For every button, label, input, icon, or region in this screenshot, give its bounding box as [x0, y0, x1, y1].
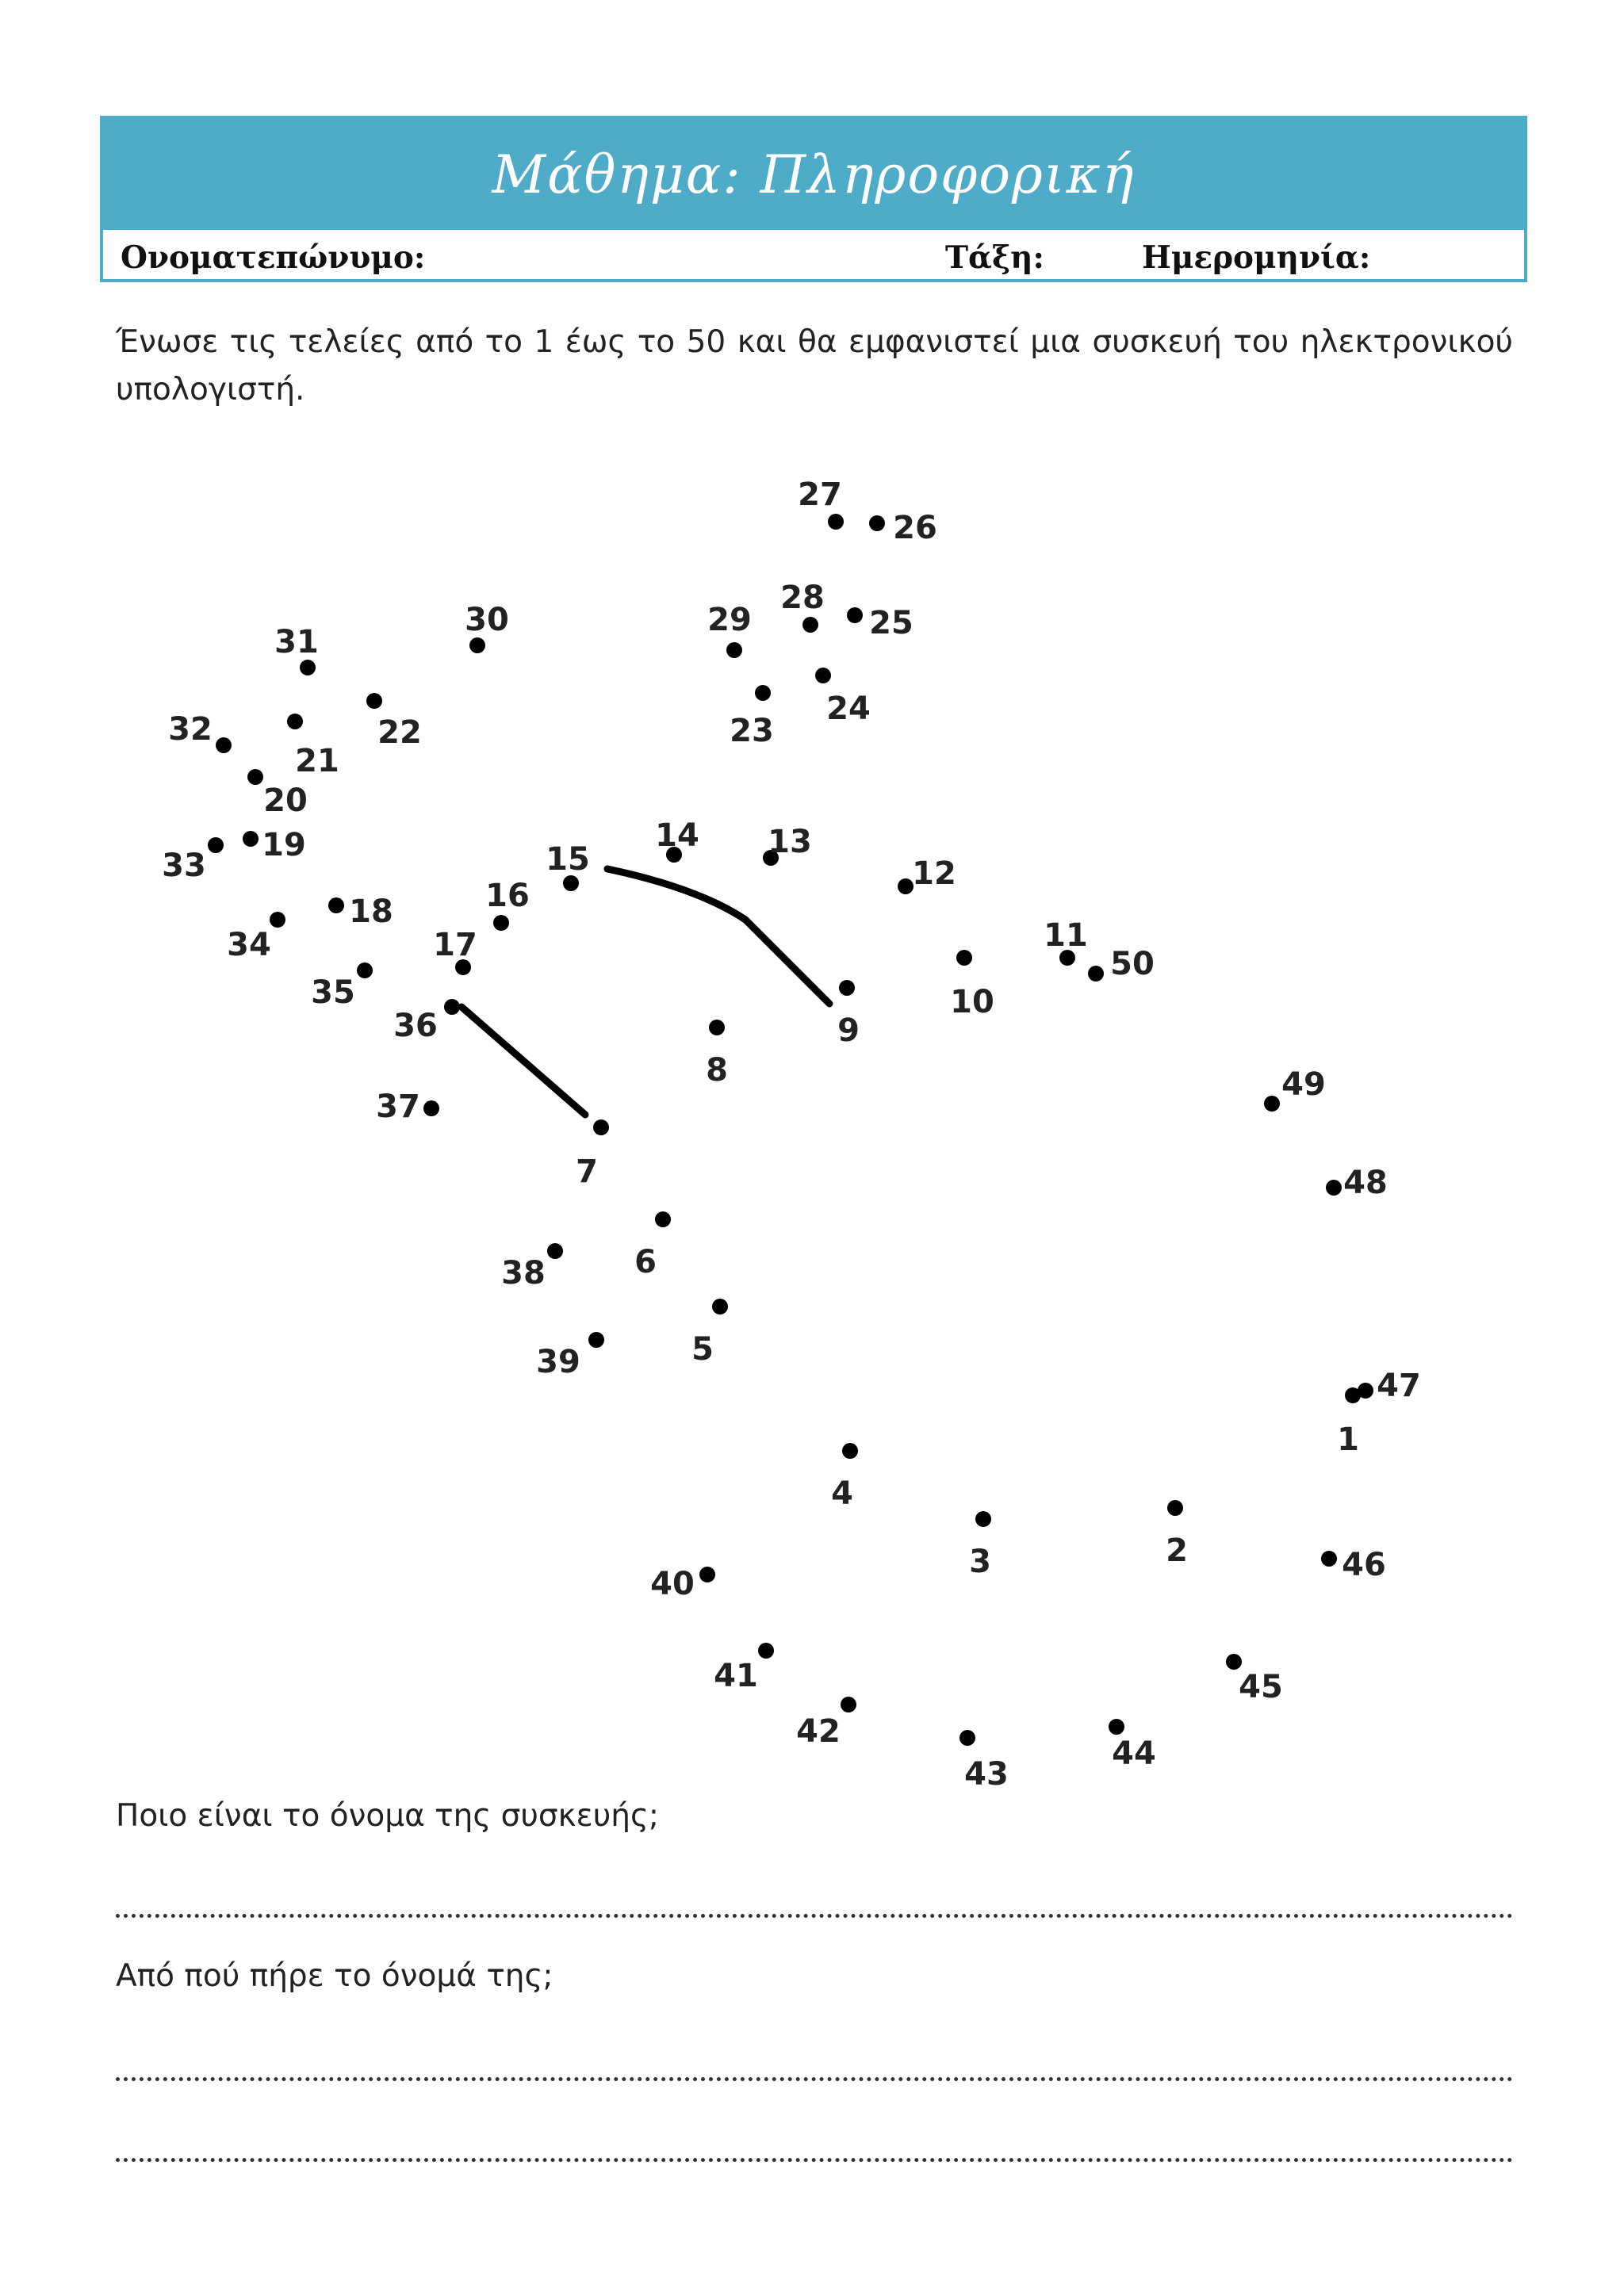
dot-marker	[755, 685, 771, 701]
name-label: Ονοματεπώνυμο:	[121, 239, 426, 276]
dot-label: 25	[869, 605, 914, 641]
dot-marker	[1326, 1180, 1342, 1196]
dot-15	[546, 841, 590, 891]
dot-31	[274, 624, 319, 675]
dot-label: 26	[893, 510, 937, 546]
dot-marker	[444, 999, 460, 1015]
dot-label: 41	[714, 1658, 758, 1694]
question-name-origin: Από πού πήρε το όνομά της;	[116, 1958, 553, 1994]
dot-48	[1326, 1165, 1388, 1201]
dot-50	[1088, 946, 1155, 982]
dot-label: 46	[1342, 1547, 1386, 1583]
dot-41	[714, 1643, 774, 1694]
dot-33	[162, 837, 224, 884]
dot-marker	[841, 1697, 856, 1712]
dot-marker	[709, 1020, 725, 1035]
dot-marker	[828, 514, 844, 530]
dot-label: 34	[227, 927, 271, 963]
dot-label: 40	[650, 1566, 695, 1602]
dot-label: 14	[655, 817, 699, 854]
dot-marker	[712, 1299, 728, 1314]
dot-label: 49	[1281, 1066, 1326, 1103]
dot-marker	[1264, 1096, 1280, 1112]
answer-line[interactable]	[116, 2077, 1513, 2081]
dot-marker	[270, 912, 285, 928]
dot-marker	[243, 831, 259, 847]
dot-5	[691, 1299, 728, 1368]
dot-19	[243, 827, 306, 863]
dot-marker	[1109, 1719, 1124, 1735]
dot-9	[837, 980, 860, 1049]
dot-44	[1109, 1719, 1156, 1772]
dot-11	[1044, 917, 1088, 966]
dot-marker	[208, 837, 224, 853]
dot-marker	[847, 607, 863, 623]
dot-label: 3	[969, 1544, 991, 1580]
dot-marker	[247, 769, 263, 785]
dot-marker	[699, 1567, 715, 1582]
dot-marker	[1088, 966, 1104, 982]
dot-label: 1	[1337, 1422, 1359, 1458]
instructions-text: Ένωσε τις τελείες από το 1 έως το 50 και θα εμφανιστεί μια συσκευή του ηλεκτρονικού υπολογιστή.	[116, 324, 1513, 408]
dot-marker	[869, 515, 885, 531]
dot-22	[366, 693, 422, 751]
dot-26	[869, 510, 937, 546]
dot-40	[650, 1566, 715, 1602]
dot-47	[1358, 1368, 1421, 1404]
dot-label: 28	[780, 580, 825, 616]
dot-marker	[300, 660, 316, 675]
dot-28	[780, 580, 825, 633]
dot-label: 45	[1239, 1669, 1283, 1705]
dot-25	[847, 605, 914, 641]
dot-6	[634, 1211, 671, 1280]
dot-27	[798, 476, 844, 530]
dot-marker	[1167, 1500, 1183, 1516]
dot-label: 38	[501, 1255, 546, 1292]
dot-38	[501, 1243, 563, 1292]
dot-7	[576, 1119, 609, 1190]
dot-label: 47	[1377, 1368, 1421, 1404]
guide-line-36-7	[462, 1007, 585, 1115]
dot-label: 8	[706, 1052, 728, 1089]
question-device-name: Ποιο είναι το όνομα της συσκευής;	[116, 1798, 660, 1834]
dot-29	[707, 602, 752, 658]
dot-2	[1166, 1500, 1188, 1569]
dot-label: 27	[798, 476, 842, 513]
dot-label: 42	[796, 1713, 841, 1750]
page-title: Μάθημα: Πληροφορική	[492, 144, 1136, 205]
dot-label: 35	[311, 974, 355, 1011]
dot-label: 19	[262, 827, 306, 863]
dot-label: 33	[162, 848, 206, 884]
dot-label: 7	[576, 1154, 598, 1190]
dot-label: 9	[837, 1012, 860, 1049]
dot-label: 29	[707, 602, 752, 638]
dot-marker	[469, 637, 485, 653]
dot-marker	[959, 1730, 975, 1746]
dot-12	[898, 855, 956, 894]
dot-marker	[975, 1511, 991, 1527]
dot-label: 50	[1110, 946, 1155, 982]
date-label: Ημερομηνία:	[1142, 239, 1371, 276]
dot-marker	[328, 897, 344, 913]
dot-marker	[1226, 1654, 1242, 1670]
class-label: Τάξη:	[945, 239, 1044, 276]
dot-marker	[216, 737, 232, 753]
dot-marker	[547, 1243, 563, 1259]
dot-label: 11	[1044, 917, 1088, 954]
dot-label: 24	[826, 691, 871, 727]
dot-35	[311, 962, 373, 1011]
dot-label: 20	[263, 783, 308, 819]
dot-marker	[898, 878, 914, 894]
dot-label: 32	[168, 711, 213, 748]
answer-line[interactable]	[116, 1914, 1513, 1918]
dot-marker	[563, 875, 579, 891]
dot-16	[485, 878, 530, 931]
dot-label: 16	[485, 878, 530, 914]
dot-label: 44	[1112, 1735, 1156, 1772]
dot-label: 22	[377, 714, 422, 751]
dot-marker	[1358, 1383, 1373, 1399]
dot-label: 6	[634, 1244, 657, 1280]
dot-marker	[726, 642, 742, 658]
dot-marker	[588, 1332, 604, 1348]
dot-marker	[956, 950, 972, 966]
dot-43	[959, 1730, 1009, 1793]
dot-label: 13	[768, 824, 812, 860]
dot-24	[815, 668, 871, 727]
dot-label: 30	[465, 602, 509, 638]
dot-label: 18	[349, 894, 393, 930]
dot-label: 36	[393, 1008, 438, 1044]
dot-18	[328, 894, 393, 930]
dot-3	[969, 1511, 991, 1580]
dot-marker	[815, 668, 831, 683]
dot-marker	[839, 980, 855, 996]
dot-46	[1321, 1547, 1386, 1583]
dot-marker	[357, 962, 373, 978]
dot-label: 39	[536, 1344, 580, 1380]
dot-8	[706, 1020, 728, 1089]
dot-21	[287, 714, 339, 779]
dot-37	[376, 1089, 439, 1125]
dot-39	[536, 1332, 604, 1380]
dot-marker	[287, 714, 303, 729]
guide-line-15-9	[607, 869, 829, 1004]
dot-marker	[423, 1100, 439, 1116]
dot-label: 48	[1343, 1165, 1388, 1201]
dot-42	[796, 1697, 856, 1750]
dot-marker	[758, 1643, 774, 1659]
dot-49	[1264, 1066, 1326, 1112]
dot-marker	[593, 1119, 609, 1135]
dot-label: 31	[274, 624, 319, 660]
dot-label: 23	[730, 713, 774, 749]
dot-32	[168, 711, 232, 753]
dot-36	[393, 999, 460, 1044]
dot-45	[1226, 1654, 1283, 1705]
dot-10	[950, 950, 994, 1020]
dot-marker	[1321, 1551, 1337, 1567]
dot-label: 2	[1166, 1533, 1188, 1569]
dot-13	[763, 824, 812, 866]
dot-label: 37	[376, 1089, 420, 1125]
dot-label: 10	[950, 984, 994, 1020]
dot-marker	[802, 617, 818, 633]
dot-marker	[493, 915, 509, 931]
dot-label: 5	[691, 1331, 714, 1368]
dot-label: 17	[433, 927, 477, 963]
dot-marker	[366, 693, 382, 709]
dot-marker	[655, 1211, 671, 1227]
dot-label: 12	[912, 855, 956, 892]
dot-17	[433, 927, 477, 975]
answer-line[interactable]	[116, 2158, 1513, 2162]
dot-34	[227, 912, 285, 963]
dot-30	[465, 602, 509, 653]
dot-label: 43	[964, 1756, 1009, 1793]
dot-1	[1337, 1387, 1361, 1458]
dot-14	[655, 817, 699, 863]
dot-label: 15	[546, 841, 590, 878]
dot-4	[831, 1443, 858, 1512]
dot-marker	[842, 1443, 858, 1459]
dot-23	[730, 685, 774, 749]
dot-label: 21	[295, 743, 339, 779]
dot-label: 4	[831, 1475, 853, 1512]
